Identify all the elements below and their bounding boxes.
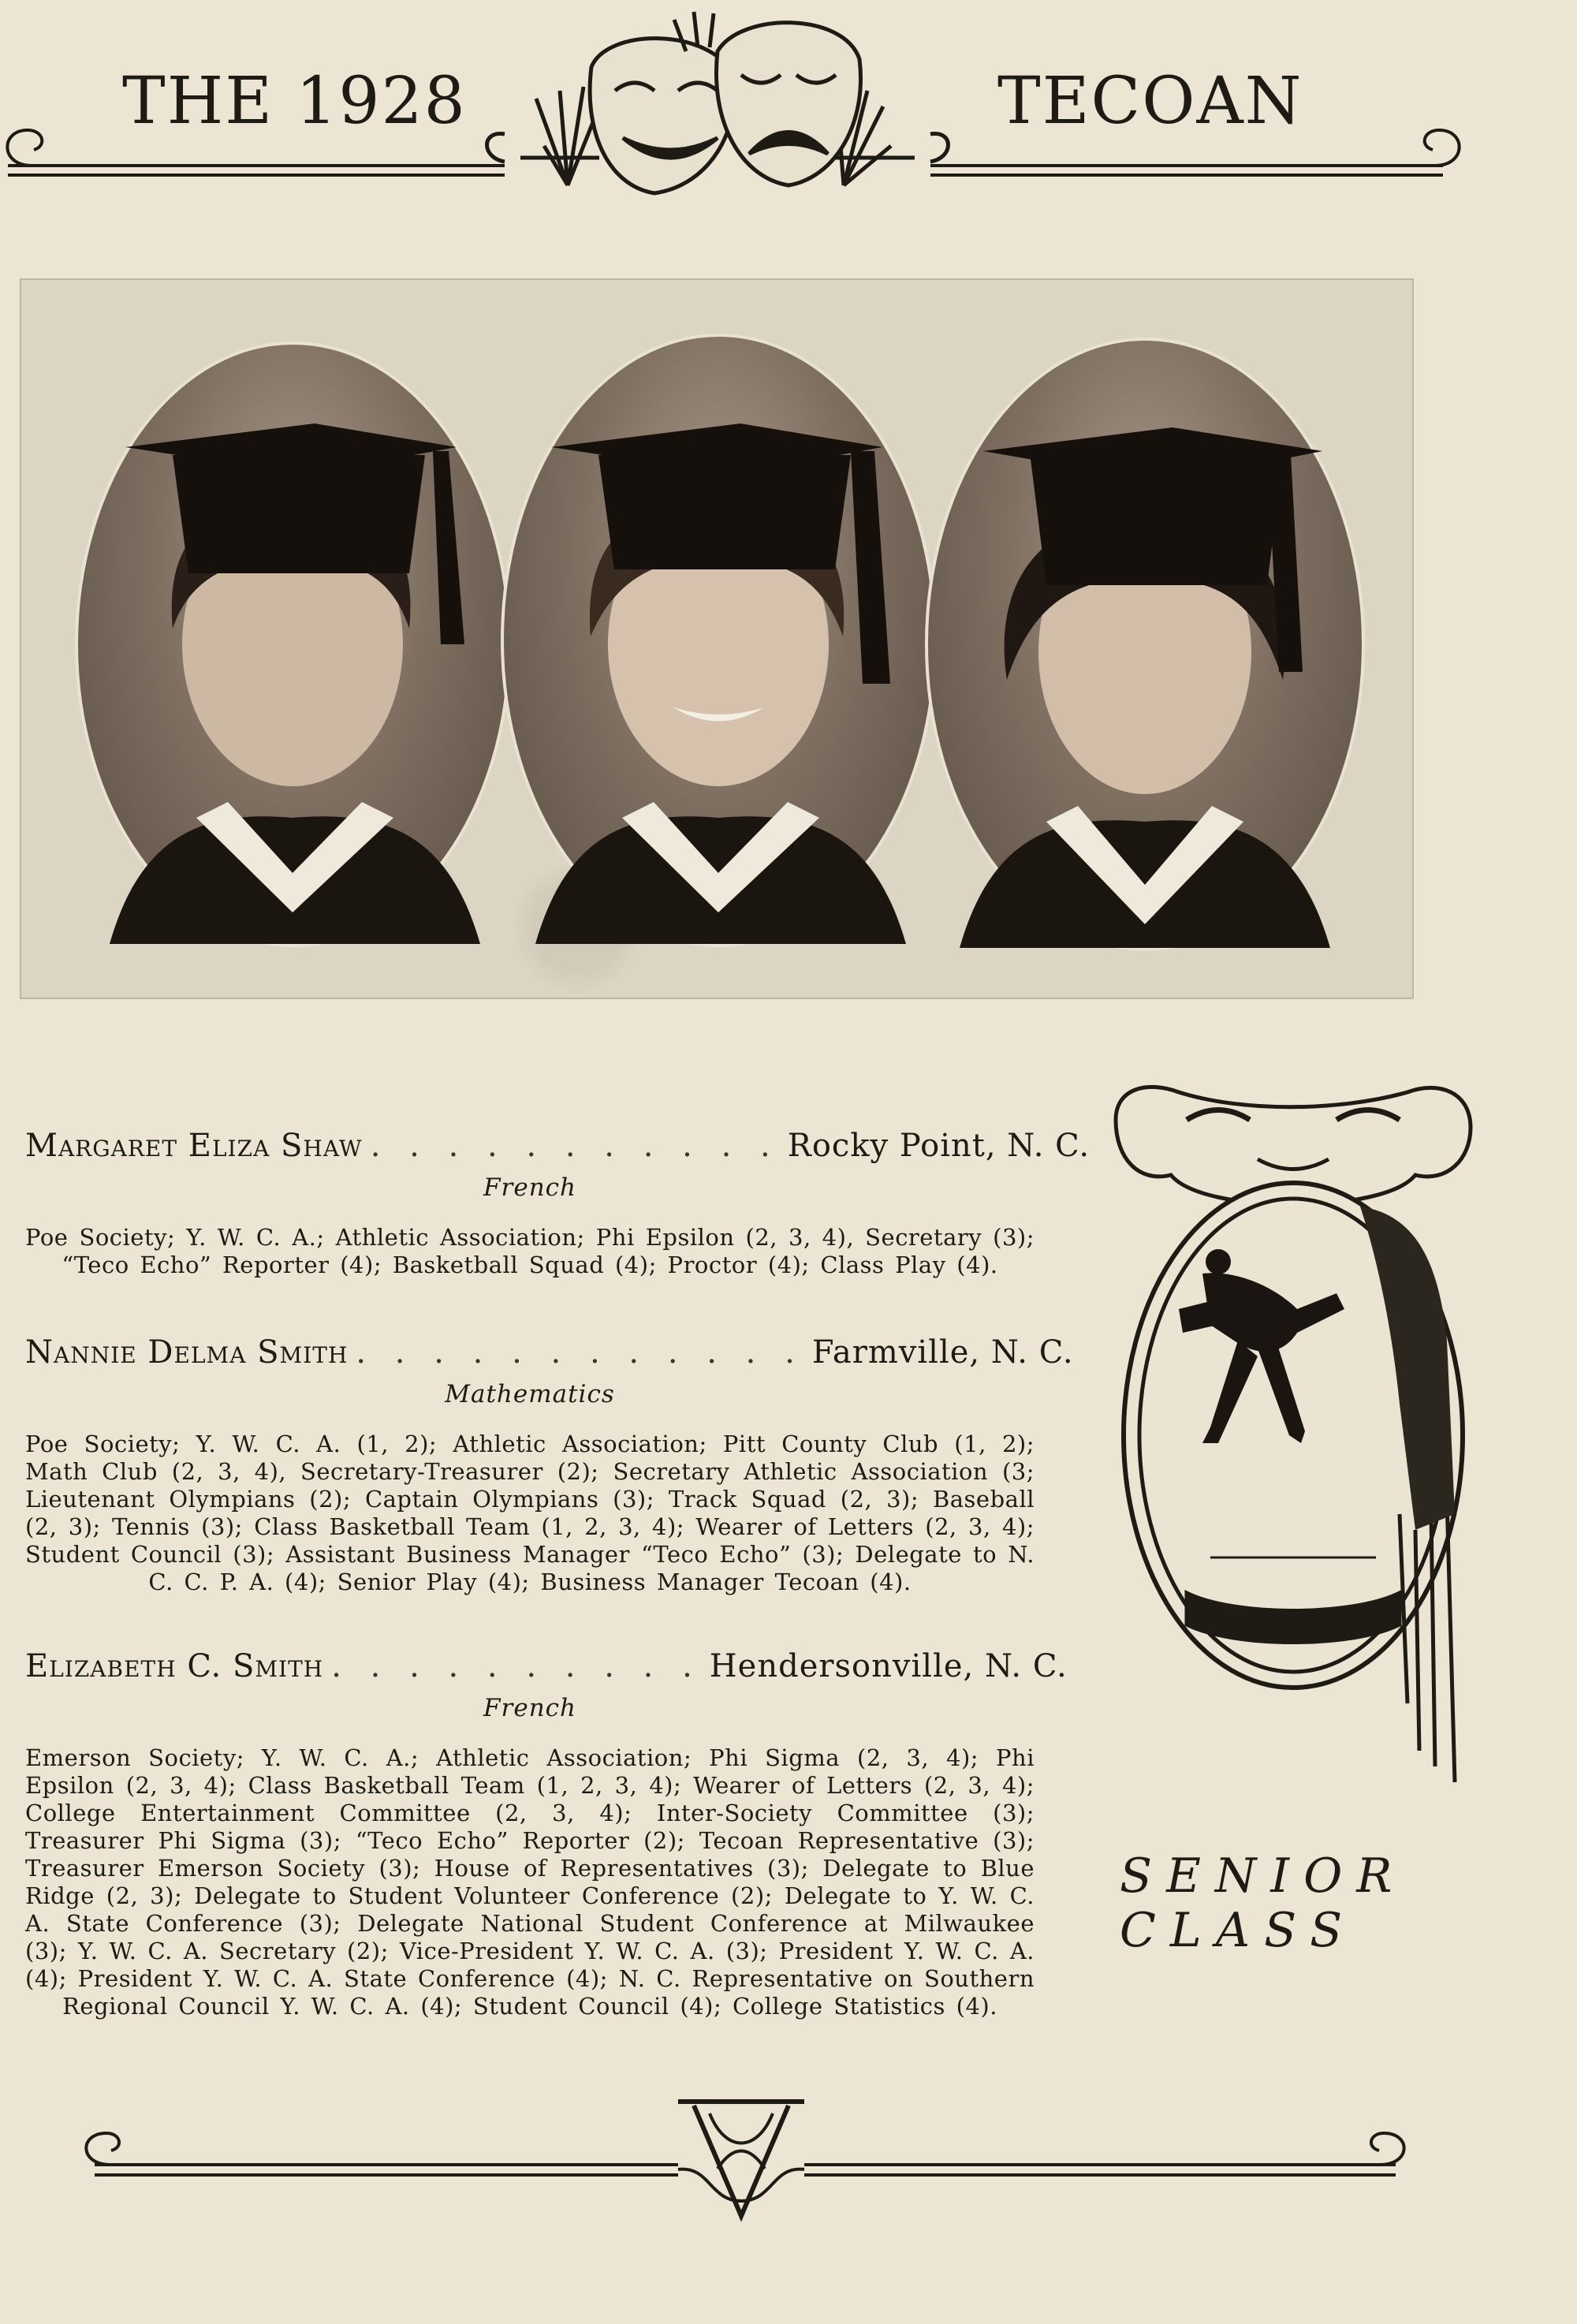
leader-dots: . . . . . . . . . .	[331, 1648, 702, 1684]
graduate-portrait-icon	[928, 341, 1362, 948]
activities: Poe Society; Y. W. C. A.; Athletic Association; Phi Epsilon (2, 3, 4), Secretary (3); “Teco Echo” Reporter (4); Basketball Squad (4); Proctor (4); Class Play (4).	[25, 1224, 1035, 1278]
senior-entry	[25, 1334, 1074, 1596]
entry-heading	[25, 1334, 1074, 1371]
major: Mathematics	[445, 1380, 615, 1408]
major: French	[483, 1694, 576, 1722]
entry-heading	[25, 1648, 1068, 1684]
section-title-line2: CLASS	[1120, 1903, 1357, 1958]
section-title-line1: SENIOR	[1120, 1848, 1407, 1904]
header-title-right: TECOAN	[997, 64, 1303, 139]
senior-entry	[25, 1128, 1090, 1279]
student-name: Margaret Eliza Shaw	[25, 1128, 363, 1164]
leader-dots: . . . . . . . . . . .	[370, 1128, 780, 1164]
monogram-ornament-icon	[63, 2090, 1419, 2232]
major: French	[483, 1173, 576, 1202]
header-title-left: THE 1928	[122, 64, 467, 139]
student-name: Elizabeth C. Smith	[25, 1648, 324, 1684]
section-title	[1120, 1849, 1435, 1958]
hometown: Rocky Point, N. C.	[787, 1128, 1090, 1164]
activities: Poe Society; Y. W. C. A. (1, 2); Athletic Association; Pitt County Club (1, 2); Math Club (2, 3, 4), Secretary-Treasurer (2); Secretary Athletic Association (3; Lieutenant Olympians (2); Captain Olympians (3); Track Squad (2, 3); Baseball (2, 3); Tennis (3); Class Basketball Team (1, 2, 3, 4); Wearer of Letters (2, 3, 4); Student Council (3); Assistant Business Manager “Teco Echo” (3); Delegate to N. C. C. P. A. (4); Senior Play (4); Business Manager Tecoan (4).	[25, 1431, 1035, 1595]
hometown: Hendersonville, N. C.	[709, 1648, 1068, 1684]
entry-heading	[25, 1128, 1090, 1164]
student-name: Nannie Delma Smith	[25, 1334, 349, 1371]
portrait-elizabeth-smith	[925, 338, 1365, 951]
hometown: Farmville, N. C.	[811, 1334, 1074, 1371]
theatre-mask-frame-with-dancer-icon	[1100, 1072, 1494, 1798]
photo-panel	[20, 278, 1414, 999]
senior-entry	[25, 1648, 1068, 2020]
graduate-portrait-icon	[78, 345, 508, 944]
activities: Emerson Society; Y. W. C. A.; Athletic Association; Phi Sigma (2, 3, 4); Phi Epsilon (2, 3, 4); Class Basketball Team (1, 2, 3, 4); Wearer of Letters (2, 3, 4); College Entertainment Committee (2, 3, 4); Inter-Society Committee (3); Treasurer Phi Sigma (3); “Teco Echo” Reporter (2); Tecoan Representative (3); Treasurer Emerson Society (3); House of Representatives (3); Delegate to Blue Ridge (2, 3); Delegate to Student Volunteer Conference (2); Delegate to Y. W. C. A. State Conference (3); Delegate National Student Conference at Milwaukee (3); Y. W. C. A. Secretary (2); Vice-President Y. W. C. A. (3); President Y. W. C. A. (4); President Y. W. C. A. State Conference (4); N. C. Representative on Southern Regional Council Y. W. C. A. (4); Student Council (4); College Statistics (4).	[25, 1744, 1035, 2020]
theatre-masks-icon	[473, 4, 962, 217]
leader-dots: . . . . . . . . . . . .	[356, 1334, 804, 1371]
graduate-portrait-icon	[504, 337, 934, 944]
portrait-nannie-smith	[501, 334, 937, 947]
portrait-margaret-shaw	[75, 341, 511, 947]
